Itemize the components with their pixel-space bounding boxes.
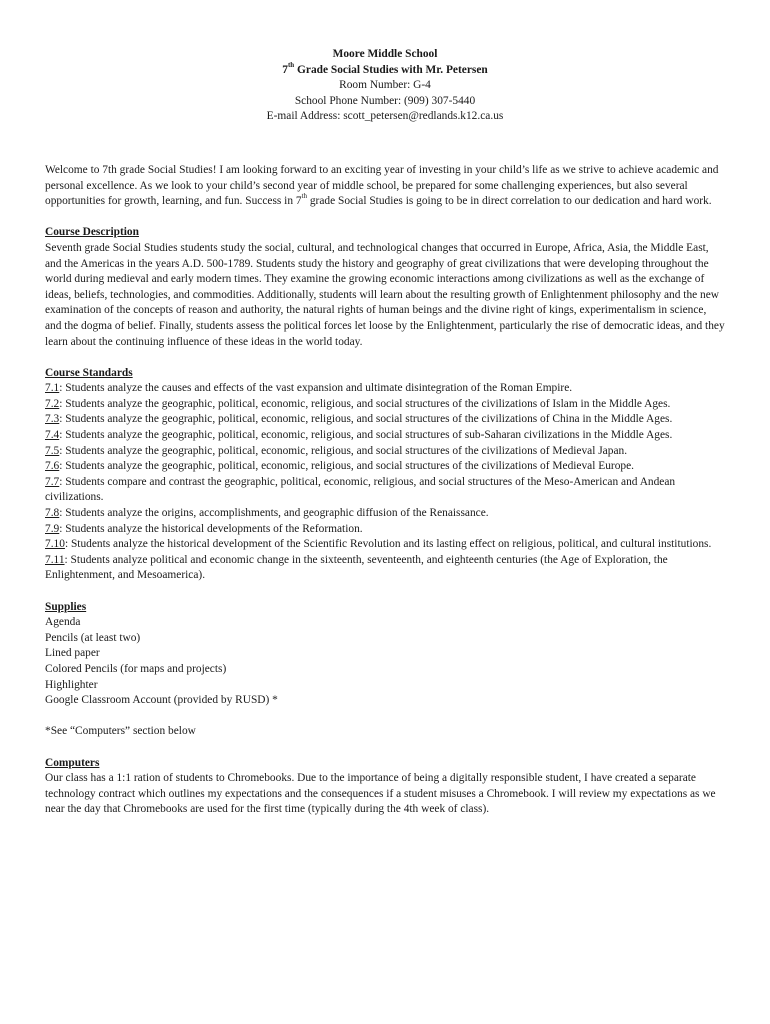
standard-text: Students compare and contrast the geographic, political, economic, religious, and social structures of the Meso-American and Andean civilizations.: [45, 475, 676, 504]
standard-code: 7.6: [45, 460, 60, 473]
standard-code: 7.7: [45, 475, 60, 488]
email-address: E-mail Address: scott_petersen@redlands.k12.ca.us: [266, 110, 504, 123]
computers-body: Our class has a 1:1 ration of students to Chromebooks. Due to the importance of being a digitally responsible student, I have created a separate technology contract which outlines my expectations and the consequences if a student misuses a Chromebook. I will review my expectations as we near the day that Chromebooks are used for the first time (typically during the 4th week of class).: [45, 772, 716, 816]
room-number: Room Number: G-4: [339, 79, 431, 92]
standard-separator: :: [59, 460, 63, 473]
course-standards-heading: Course Standards: [45, 366, 133, 379]
standard-code: 7.8: [45, 507, 60, 520]
course-description-body: Seventh grade Social Studies students study the social, cultural, and technological changes that occurred in Europe, Africa, Asia, the Middle East, and the Americas in the years A.D. 500-1789. Students study the history and geography of great civilizations that were developing throughout the world during medieval and early modern times. They examine the growing economic interactions among civilizations as well as the exchange of ideas, beliefs, technologies, and commodities. Additionally, students will learn about the resulting growth of Enlightenment philosophy and the new examination of the concepts of reason and authority, the natural rights of human beings and the divine right of kings, experimentalism in science, and the dogma of belief. Finally, students assess the political forces let loose by the Enlightenment, particularly the rise of democratic ideas, and they learn about the continuing influence of these ideas in the world today.: [45, 241, 725, 348]
course-description-heading: Course Description: [45, 226, 139, 239]
standard-text: Students analyze the historical development of the Scientific Revolution and its lasting effect on religious, political, and cultural institutions.: [68, 538, 712, 551]
standard-code: 7.11: [45, 553, 65, 566]
standard-item: [45, 537, 725, 553]
computers-heading: Computers: [45, 756, 100, 769]
standard-text: Students analyze the causes and effects of the vast expansion and ultimate disintegration of the Roman Empire.: [62, 382, 573, 395]
standard-item: [45, 475, 725, 506]
course-title-rest: Grade Social Studies with Mr. Petersen: [294, 63, 488, 76]
standard-code: 7.10: [45, 538, 65, 551]
course-grade-suffix: th: [287, 60, 295, 69]
standard-separator: :: [64, 538, 69, 551]
standard-separator: :: [59, 444, 63, 457]
supplies-list: [45, 615, 725, 709]
standard-code: 7.2: [45, 397, 60, 410]
standard-separator: :: [59, 507, 63, 520]
standard-text: Students analyze the origins, accomplishments, and geographic diffusion of the Renaissance.: [62, 507, 489, 520]
course-grade: 7: [282, 63, 288, 76]
standard-code: 7.9: [45, 522, 60, 535]
standard-text: Students analyze the geographic, political, economic, religious, and social structures of the civilizations of Medieval Europe.: [62, 460, 634, 473]
document-page: [45, 47, 725, 818]
supply-item: Colored Pencils (for maps and projects): [45, 662, 227, 675]
intro-text-2: grade Social Studies is going to be in direct correlation to our dedication and hard work.: [307, 195, 712, 208]
standard-text: Students analyze political and economic change in the sixteenth, seventeenth, and eighteenth centuries (the Age of Exploration, the Enlightenment, and Mesoamerica).: [45, 553, 668, 582]
supplies-section: [45, 600, 725, 740]
standard-text: Students analyze the geographic, political, economic, religious, and social structures of the civilizations of Islam in the Middle Ages.: [62, 397, 671, 410]
standard-code: 7.1: [45, 382, 60, 395]
standard-code: 7.3: [45, 413, 60, 426]
standard-text: Students analyze the geographic, political, economic, religious, and social structures of the civilizations of China in the Middle Ages.: [62, 413, 673, 426]
standard-separator: :: [59, 397, 63, 410]
standard-separator: :: [59, 429, 63, 442]
standard-item: [45, 397, 725, 413]
intro-paragraph: [45, 163, 725, 210]
supply-item: Highlighter: [45, 678, 98, 691]
supply-item: Pencils (at least two): [45, 631, 141, 644]
supply-item: Agenda: [45, 616, 81, 629]
supply-item: Lined paper: [45, 647, 100, 660]
standard-text: Students analyze the historical developments of the Reformation.: [62, 522, 363, 535]
standard-separator: :: [64, 553, 68, 566]
standard-code: 7.5: [45, 444, 60, 457]
intro-text-1: Welcome to 7th grade Social Studies! I am looking forward to an exciting year of investing in your child’s life as we strive to achieve academic and personal excellence. As we look to your child’s second year of middle school, be prepared for some challenging experiences, but also several opportunities for growth, learning, and fun. Success in 7: [45, 163, 719, 208]
standard-item: [45, 412, 725, 428]
standard-separator: :: [59, 475, 63, 488]
standard-separator: :: [59, 382, 63, 395]
school-name: Moore Middle School: [332, 48, 438, 60]
standard-item: [45, 428, 725, 444]
standard-item: [45, 381, 725, 397]
supply-item: Google Classroom Account (provided by RUSD) *: [45, 694, 278, 707]
standard-item: [45, 506, 725, 522]
standard-item: [45, 444, 725, 460]
course-description-section: [45, 225, 725, 350]
standard-text: Students analyze the geographic, political, economic, religious, and social structures of the civilizations of Medieval Japan.: [62, 444, 628, 457]
intro-grade-suffix: th: [301, 192, 308, 201]
standard-item: [45, 553, 725, 584]
standard-text: Students analyze the geographic, political, economic, religious, and social structures of sub-Saharan civilizations in the Middle Ages.: [62, 429, 673, 442]
standard-separator: :: [59, 522, 63, 535]
document-header: [45, 47, 725, 125]
standard-separator: :: [59, 413, 63, 426]
standard-item: [45, 459, 725, 475]
course-title: [45, 60, 725, 79]
standards-list: [45, 381, 725, 584]
standard-code: 7.4: [45, 429, 60, 442]
computers-section: [45, 756, 725, 818]
course-standards-section: [45, 366, 725, 584]
school-phone: School Phone Number: (909) 307-5440: [294, 94, 476, 107]
standard-item: [45, 522, 725, 538]
supplies-heading: Supplies: [45, 600, 87, 613]
supplies-note: *See “Computers” section below: [45, 725, 196, 738]
